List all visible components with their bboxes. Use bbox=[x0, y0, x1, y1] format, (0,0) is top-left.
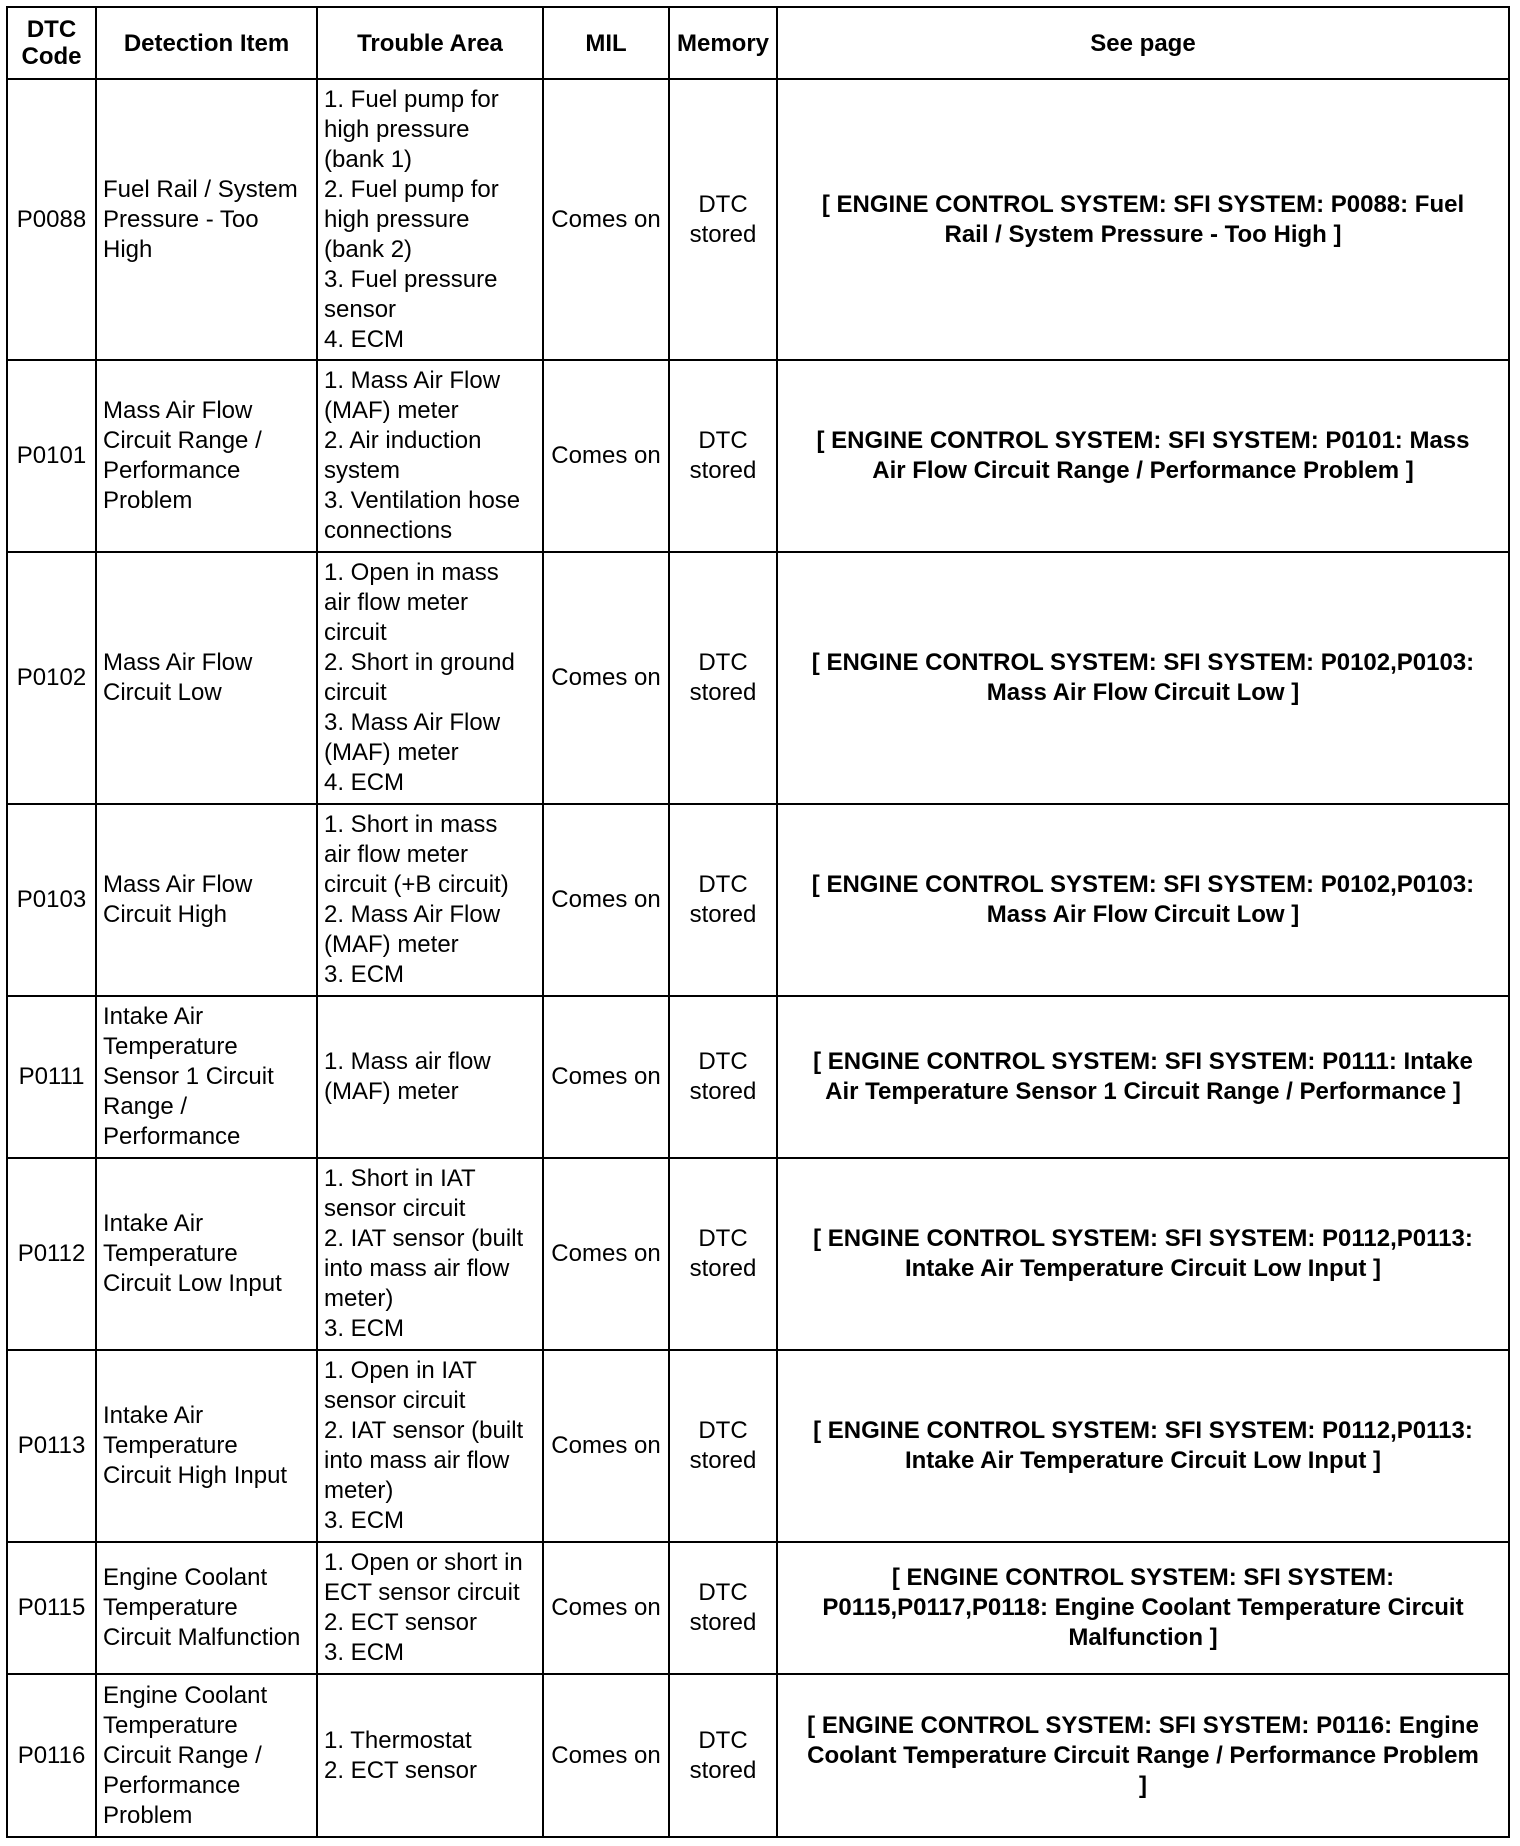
trouble-area-line: 1. Thermostat bbox=[324, 1726, 472, 1754]
see-page-cell bbox=[777, 996, 1509, 1158]
detection-item-line: Temperature bbox=[103, 1432, 238, 1459]
see-page-line: Coolant Temperature Circuit Range / Performance Problem bbox=[807, 1741, 1479, 1769]
memory-cell bbox=[669, 1350, 777, 1542]
trouble-area-line: air flow meter bbox=[324, 589, 469, 616]
see-page-line: [ ENGINE CONTROL SYSTEM: SFI SYSTEM: P0102,P0103: bbox=[811, 871, 1475, 898]
detection-item-line: Problem bbox=[103, 1801, 193, 1829]
trouble-area-line: into mass air flow bbox=[324, 1255, 510, 1282]
mil-cell: Comes on bbox=[543, 804, 669, 996]
see-page-cell bbox=[777, 804, 1509, 996]
see-page-line: [ ENGINE CONTROL SYSTEM: SFI SYSTEM: bbox=[891, 1564, 1395, 1591]
dtc-code-cell: P0113 bbox=[7, 1350, 96, 1542]
trouble-area-line: 3. ECM bbox=[324, 1507, 405, 1534]
dtc-table bbox=[6, 6, 1510, 1838]
table-row bbox=[7, 552, 1509, 804]
dtc-code-cell: P0115 bbox=[7, 1542, 96, 1674]
detection-item-line: Circuit Malfunction bbox=[103, 1624, 301, 1651]
see-page-line: Air Temperature Sensor 1 Circuit Range / Performance ] bbox=[825, 1078, 1461, 1105]
see-page-cell bbox=[777, 79, 1509, 360]
trouble-area-line: circuit bbox=[324, 619, 387, 646]
trouble-area-line: 2. ECT sensor bbox=[324, 1756, 477, 1784]
see-page-cell bbox=[777, 1542, 1509, 1674]
detection-item-line: Temperature bbox=[103, 1711, 238, 1739]
see-page-line: P0115,P0117,P0118: Engine Coolant Temperature Circuit bbox=[822, 1594, 1464, 1621]
see-page-cell bbox=[777, 1350, 1509, 1542]
trouble-area-line: 4. ECM bbox=[324, 769, 405, 796]
see-page-line: Mass Air Flow Circuit Low ] bbox=[986, 679, 1300, 706]
memory-line: DTC bbox=[698, 1579, 748, 1606]
dtc-code-cell: P0103 bbox=[7, 804, 96, 996]
see-page-cell bbox=[777, 1674, 1509, 1837]
table-row bbox=[7, 360, 1509, 552]
detection-item-cell bbox=[96, 1674, 317, 1837]
memory-line: DTC bbox=[698, 1726, 748, 1754]
detection-item-line: Intake Air bbox=[103, 1003, 204, 1030]
see-page-line: Air Flow Circuit Range / Performance Problem ] bbox=[872, 457, 1414, 484]
mil-cell: Comes on bbox=[543, 552, 669, 804]
see-page-line: [ ENGINE CONTROL SYSTEM: SFI SYSTEM: P0112,P0113: bbox=[813, 1417, 1473, 1444]
trouble-area-cell bbox=[317, 804, 543, 996]
detection-item-cell bbox=[96, 1158, 317, 1350]
dtc-code-cell: P0102 bbox=[7, 552, 96, 804]
trouble-area-line: (bank 2) bbox=[324, 235, 413, 263]
header-dtc-code bbox=[7, 7, 96, 79]
trouble-area-line: circuit bbox=[324, 679, 387, 706]
trouble-area-line: high pressure bbox=[324, 115, 470, 143]
memory-line: stored bbox=[689, 901, 757, 928]
trouble-area-line: 1. Fuel pump for bbox=[324, 85, 499, 113]
trouble-area-cell bbox=[317, 552, 543, 804]
detection-item-line: Engine Coolant bbox=[103, 1564, 268, 1591]
detection-item-line: Performance bbox=[103, 1123, 241, 1150]
detection-item-line: Problem bbox=[103, 487, 193, 514]
memory-line: stored bbox=[689, 1447, 757, 1474]
trouble-area-line: 2. ECT sensor bbox=[324, 1609, 477, 1636]
trouble-area-line: sensor bbox=[324, 295, 397, 323]
table-row bbox=[7, 804, 1509, 996]
trouble-area-line: 1. Open or short in bbox=[324, 1549, 523, 1576]
memory-line: stored bbox=[689, 220, 757, 248]
trouble-area-line: 4. ECM bbox=[324, 325, 405, 353]
trouble-area-line: 2. Air induction bbox=[324, 427, 482, 454]
detection-item-cell bbox=[96, 360, 317, 552]
mil-cell: Comes on bbox=[543, 996, 669, 1158]
memory-line: DTC bbox=[698, 190, 748, 218]
trouble-area-line: 2. Fuel pump for bbox=[324, 175, 499, 203]
trouble-area-line: (bank 1) bbox=[324, 145, 413, 173]
trouble-area-line: sensor circuit bbox=[324, 1387, 466, 1414]
trouble-area-cell bbox=[317, 1674, 543, 1837]
detection-item-line: Engine Coolant bbox=[103, 1681, 268, 1709]
trouble-area-line: (MAF) meter bbox=[324, 931, 459, 958]
detection-item-line: Mass Air Flow bbox=[103, 649, 253, 676]
trouble-area-cell bbox=[317, 1542, 543, 1674]
trouble-area-line: air flow meter bbox=[324, 841, 469, 868]
header-row bbox=[7, 7, 1509, 79]
mil-cell: Comes on bbox=[543, 79, 669, 360]
dtc-code-cell: P0116 bbox=[7, 1674, 96, 1837]
see-page-line: [ ENGINE CONTROL SYSTEM: SFI SYSTEM: P0111: Intake bbox=[813, 1048, 1473, 1075]
mil-cell: Comes on bbox=[543, 1674, 669, 1837]
trouble-area-line: 2. IAT sensor (built bbox=[324, 1417, 524, 1444]
detection-item-line: Pressure - Too bbox=[103, 205, 259, 233]
memory-cell bbox=[669, 360, 777, 552]
trouble-area-line: meter) bbox=[324, 1477, 394, 1504]
detection-item-line: Temperature bbox=[103, 1240, 238, 1267]
table-row bbox=[7, 1350, 1509, 1542]
detection-item-cell bbox=[96, 1350, 317, 1542]
trouble-area-line: sensor circuit bbox=[324, 1195, 466, 1222]
trouble-area-cell bbox=[317, 79, 543, 360]
trouble-area-line: 2. Short in ground bbox=[324, 649, 515, 676]
header-dtc-code-line2: Code bbox=[21, 43, 82, 70]
mil-cell: Comes on bbox=[543, 360, 669, 552]
detection-item-cell bbox=[96, 1542, 317, 1674]
see-page-line: Malfunction ] bbox=[1068, 1624, 1218, 1651]
trouble-area-line: 1. Mass air flow bbox=[324, 1048, 491, 1075]
memory-cell bbox=[669, 1674, 777, 1837]
dtc-code-cell: P0101 bbox=[7, 360, 96, 552]
detection-item-line: Circuit Low bbox=[103, 679, 222, 706]
dtc-code-cell: P0111 bbox=[7, 996, 96, 1158]
trouble-area-cell bbox=[317, 996, 543, 1158]
trouble-area-line: 2. IAT sensor (built bbox=[324, 1225, 524, 1252]
detection-item-line: Circuit High Input bbox=[103, 1462, 288, 1489]
trouble-area-line: 2. Mass Air Flow bbox=[324, 901, 501, 928]
trouble-area-line: high pressure bbox=[324, 205, 470, 233]
memory-line: DTC bbox=[698, 427, 748, 454]
detection-item-line: Mass Air Flow bbox=[103, 871, 253, 898]
mil-cell: Comes on bbox=[543, 1158, 669, 1350]
detection-item-line: Intake Air bbox=[103, 1402, 204, 1429]
detection-item-line: Circuit Range / bbox=[103, 427, 262, 454]
trouble-area-line: 1. Mass Air Flow bbox=[324, 367, 501, 394]
trouble-area-line: connections bbox=[324, 517, 453, 544]
mil-cell: Comes on bbox=[543, 1350, 669, 1542]
trouble-area-line: 3. Fuel pressure bbox=[324, 265, 498, 293]
trouble-area-line: 3. ECM bbox=[324, 1639, 405, 1666]
detection-item-line: Circuit High bbox=[103, 901, 228, 928]
header-detection-item: Detection Item bbox=[96, 7, 317, 79]
detection-item-line: Intake Air bbox=[103, 1210, 204, 1237]
memory-line: stored bbox=[689, 457, 757, 484]
header-see-page: See page bbox=[777, 7, 1509, 79]
see-page-cell bbox=[777, 552, 1509, 804]
memory-line: DTC bbox=[698, 1048, 748, 1075]
memory-cell bbox=[669, 996, 777, 1158]
trouble-area-cell bbox=[317, 1158, 543, 1350]
mil-cell: Comes on bbox=[543, 1542, 669, 1674]
detection-item-cell bbox=[96, 552, 317, 804]
header-memory: Memory bbox=[669, 7, 777, 79]
trouble-area-line: 1. Open in mass bbox=[324, 559, 499, 586]
memory-cell bbox=[669, 804, 777, 996]
see-page-cell bbox=[777, 1158, 1509, 1350]
memory-line: DTC bbox=[698, 649, 748, 676]
detection-item-line: Range / bbox=[103, 1093, 188, 1120]
trouble-area-line: (MAF) meter bbox=[324, 739, 459, 766]
see-page-line: Intake Air Temperature Circuit Low Input ] bbox=[904, 1447, 1382, 1474]
detection-item-line: Performance bbox=[103, 1771, 241, 1799]
table-row bbox=[7, 79, 1509, 360]
detection-item-line: Circuit Range / bbox=[103, 1741, 262, 1769]
see-page-line: ] bbox=[1139, 1771, 1147, 1799]
trouble-area-line: (MAF) meter bbox=[324, 1078, 459, 1105]
memory-line: DTC bbox=[698, 871, 748, 898]
detection-item-line: Performance bbox=[103, 457, 241, 484]
memory-line: stored bbox=[689, 1255, 757, 1282]
detection-item-cell bbox=[96, 79, 317, 360]
table-row bbox=[7, 1158, 1509, 1350]
table-row bbox=[7, 1542, 1509, 1674]
trouble-area-line: ECT sensor circuit bbox=[324, 1579, 520, 1606]
memory-cell bbox=[669, 552, 777, 804]
detection-item-line: Fuel Rail / System bbox=[103, 175, 298, 203]
trouble-area-line: 3. ECM bbox=[324, 1315, 405, 1342]
table-row bbox=[7, 1674, 1509, 1837]
trouble-area-line: into mass air flow bbox=[324, 1447, 510, 1474]
trouble-area-line: 3. ECM bbox=[324, 961, 405, 988]
see-page-cell bbox=[777, 360, 1509, 552]
see-page-line: Intake Air Temperature Circuit Low Input ] bbox=[904, 1255, 1382, 1282]
trouble-area-line: 1. Short in IAT bbox=[324, 1165, 476, 1192]
detection-item-line: Temperature bbox=[103, 1033, 238, 1060]
detection-item-line: Sensor 1 Circuit bbox=[103, 1063, 274, 1090]
trouble-area-line: (MAF) meter bbox=[324, 397, 459, 424]
memory-cell bbox=[669, 1158, 777, 1350]
see-page-line: [ ENGINE CONTROL SYSTEM: SFI SYSTEM: P0102,P0103: bbox=[811, 649, 1475, 676]
detection-item-line: Mass Air Flow bbox=[103, 397, 253, 424]
header-trouble-area: Trouble Area bbox=[317, 7, 543, 79]
detection-item-cell bbox=[96, 804, 317, 996]
table-body bbox=[7, 79, 1509, 1837]
detection-item-line: High bbox=[103, 235, 153, 263]
trouble-area-cell bbox=[317, 1350, 543, 1542]
detection-item-line: Temperature bbox=[103, 1594, 238, 1621]
see-page-line: [ ENGINE CONTROL SYSTEM: SFI SYSTEM: P0116: Engine bbox=[807, 1711, 1479, 1739]
see-page-line: Mass Air Flow Circuit Low ] bbox=[986, 901, 1300, 928]
trouble-area-line: 3. Mass Air Flow bbox=[324, 709, 501, 736]
memory-line: DTC bbox=[698, 1417, 748, 1444]
see-page-line: [ ENGINE CONTROL SYSTEM: SFI SYSTEM: P0112,P0113: bbox=[813, 1225, 1473, 1252]
see-page-line: [ ENGINE CONTROL SYSTEM: SFI SYSTEM: P0088: Fuel bbox=[821, 190, 1465, 218]
header-dtc-code-line1: DTC bbox=[26, 16, 77, 43]
memory-line: DTC bbox=[698, 1225, 748, 1252]
trouble-area-line: meter) bbox=[324, 1285, 394, 1312]
trouble-area-line: system bbox=[324, 457, 401, 484]
detection-item-cell bbox=[96, 996, 317, 1158]
dtc-code-cell: P0112 bbox=[7, 1158, 96, 1350]
trouble-area-line: 1. Open in IAT bbox=[324, 1357, 477, 1384]
memory-cell bbox=[669, 1542, 777, 1674]
memory-line: stored bbox=[689, 1609, 757, 1636]
memory-line: stored bbox=[689, 1756, 757, 1784]
memory-cell bbox=[669, 79, 777, 360]
memory-line: stored bbox=[689, 679, 757, 706]
memory-line: stored bbox=[689, 1078, 757, 1105]
trouble-area-line: circuit (+B circuit) bbox=[324, 871, 509, 898]
see-page-line: [ ENGINE CONTROL SYSTEM: SFI SYSTEM: P0101: Mass bbox=[816, 427, 1470, 454]
detection-item-line: Circuit Low Input bbox=[103, 1270, 282, 1297]
table-row bbox=[7, 996, 1509, 1158]
dtc-code-cell: P0088 bbox=[7, 79, 96, 360]
see-page-line: Rail / System Pressure - Too High ] bbox=[944, 220, 1342, 248]
header-mil: MIL bbox=[543, 7, 669, 79]
trouble-area-line: 1. Short in mass bbox=[324, 811, 498, 838]
trouble-area-cell bbox=[317, 360, 543, 552]
trouble-area-line: 3. Ventilation hose bbox=[324, 487, 521, 514]
